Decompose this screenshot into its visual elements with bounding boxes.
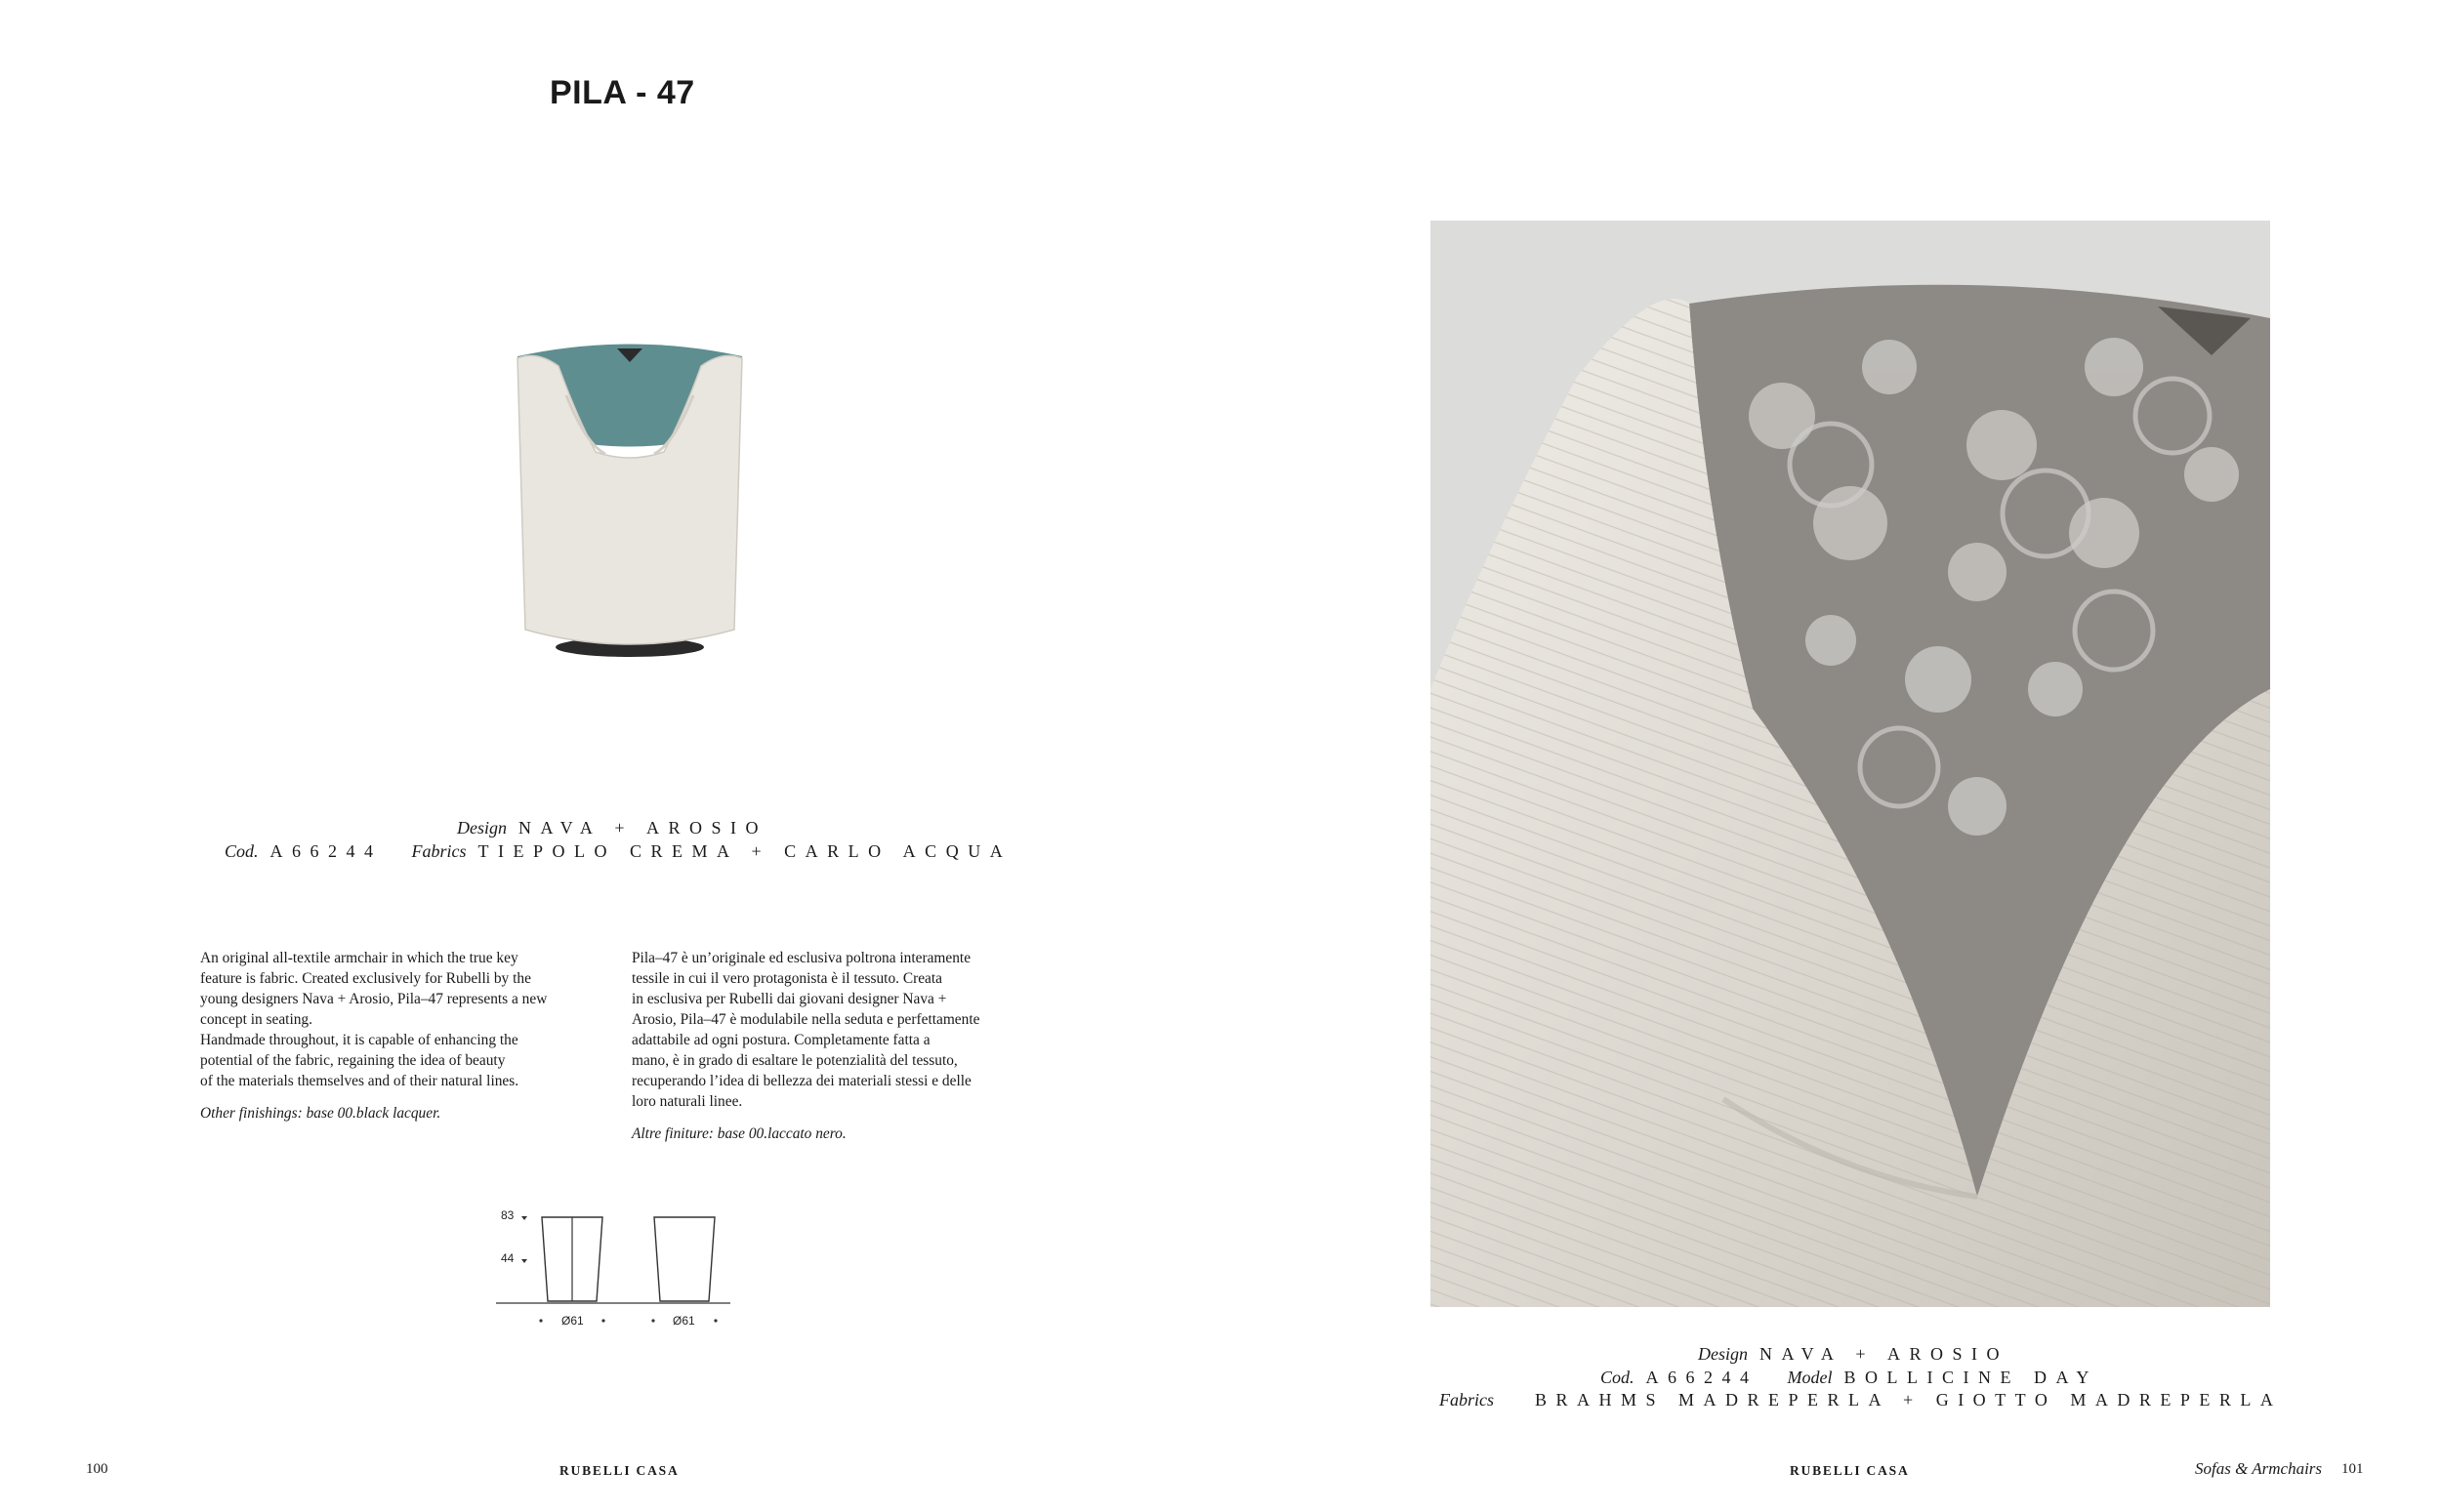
- page-number-left: 100: [86, 1461, 108, 1477]
- photo-design-label: Design: [1698, 1344, 1748, 1364]
- description-it-text: Pila–47 è un’originale ed esclusiva poltrona interamente tessile in cui il vero protagonista è il tessuto. Creata in esclusiva per Rubelli dai giovani designer Nava + Arosio, Pila–47 è modulabile nella seduta e perfettamente adattabile ad ogni postura. Completamente fatta a mano, è in grado di esaltare le potenzialità del tessuto, recuperando l’idea di bellezza dei materiali stessi e delle loro naturali linee.: [632, 950, 980, 1110]
- photo-fabrics-line: [1439, 1390, 2282, 1410]
- photo-design-line: [1698, 1344, 2008, 1365]
- photo-fabrics-label: Fabrics: [1439, 1390, 1494, 1410]
- fabrics-label: Fabrics: [411, 841, 467, 861]
- design-label: Design: [457, 818, 507, 838]
- design-line: [457, 818, 767, 838]
- page-number-right: 101: [2341, 1461, 2364, 1477]
- description-en-text: An original all-textile armchair in which the true key feature is fabric. Created exclusively for Rubelli by the young designers Nava + Arosio, Pila–47 represents a new concept in seating. Handmade throughout, it is capable of enhancing the potential of the fabric, regaining the idea of beauty of the materials themselves and of their natural lines.: [200, 950, 548, 1089]
- height-total-label: 83: [501, 1208, 515, 1222]
- code-fabric-line: [225, 841, 1012, 862]
- cod-value: A66244: [269, 841, 383, 861]
- brand-footer-left: RUBELLI CASA: [559, 1463, 680, 1478]
- diameter-side-label: Ø61: [673, 1314, 695, 1328]
- cod-label: Cod.: [225, 841, 259, 861]
- description-italian: [632, 927, 1052, 1165]
- fabrics-value: TIEPOLO CREMA + CARLO ACQUA: [477, 841, 1013, 861]
- finishing-note-it: Altre finiture: base 00.laccato nero.: [632, 1125, 847, 1142]
- photo-code-model-line: [1600, 1368, 2098, 1388]
- photo-cod-label: Cod.: [1600, 1368, 1634, 1387]
- detail-photo-graphic: [1430, 221, 2270, 1307]
- detail-photo: [1430, 221, 2270, 1307]
- diameter-front-label: Ø61: [561, 1314, 584, 1328]
- photo-cod-value: A66244: [1645, 1368, 1758, 1387]
- photo-fabrics-value: BRAHMS MADREPERLA + GIOTTO MADREPERLA: [1535, 1390, 2283, 1410]
- model-label: Model: [1787, 1368, 1833, 1387]
- model-value: BOLLICINE DAY: [1843, 1368, 2098, 1387]
- height-seat-label: 44: [501, 1251, 515, 1265]
- section-name: Sofas & Armchairs: [2195, 1459, 2323, 1478]
- page-title: PILA - 47: [550, 74, 695, 111]
- finishing-note-en: Other finishings: base 00.black lacquer.: [200, 1105, 441, 1122]
- design-value: NAVA + AROSIO: [518, 818, 768, 838]
- photo-design-value: NAVA + AROSIO: [1759, 1344, 2009, 1364]
- armchair-image: [508, 337, 752, 669]
- dimension-drawing: [488, 1206, 742, 1342]
- description-english: [200, 927, 610, 1144]
- brand-footer-right: RUBELLI CASA: [1790, 1463, 1910, 1478]
